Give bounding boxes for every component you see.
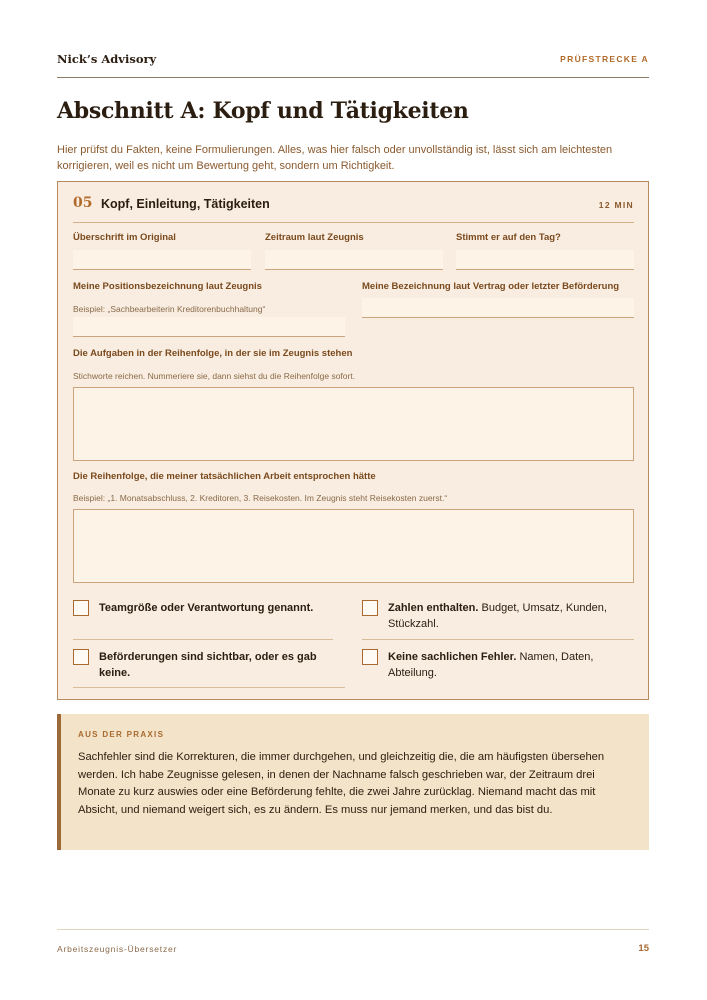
footer-title: Arbeitszeugnis-Übersetzer xyxy=(57,944,178,954)
position-certificate-hint: Beispiel: „Sachbearbeiterin Kreditorenbuchhaltung“ xyxy=(73,304,266,314)
exact-day-field[interactable] xyxy=(456,250,634,270)
tasks-order-textarea[interactable] xyxy=(73,387,634,461)
tasks-order-label: Die Aufgaben in der Reihenfolge, in der sie im Zeugnis stehen xyxy=(73,348,353,359)
brand-name: Nick’s Advisory xyxy=(57,52,157,66)
heading-original-field[interactable] xyxy=(73,250,251,270)
checklist-divider xyxy=(73,687,345,688)
position-contract-label: Meine Bezeichnung laut Vertrag oder letzter Beförderung xyxy=(362,281,620,292)
checklist-text: Teamgröße oder Verantwortung genannt. xyxy=(99,602,314,614)
tasks-order-hint: Stichworte reichen. Nummeriere sie, dann siehst du die Reihenfolge sofort. xyxy=(73,371,356,381)
page xyxy=(57,0,649,1000)
checklist-item xyxy=(73,649,333,689)
checklist-divider xyxy=(73,639,333,640)
checkbox[interactable] xyxy=(73,649,89,665)
position-certificate-field[interactable] xyxy=(73,317,345,337)
intro-text: Hier prüfst du Fakten, keine Formulierungen. Alles, was hier falsch oder unvollständig ist, lässt sich am leichtesten korrigieren, weil es nicht um Bewertung geht, sondern um Richtigkeit. xyxy=(57,144,613,172)
position-certificate-label: Meine Positionsbezeichnung laut Zeugnis xyxy=(73,281,262,292)
worksheet-card xyxy=(57,181,649,700)
page-number: 15 xyxy=(638,943,649,954)
page-footer xyxy=(57,929,649,959)
heading-original-label: Überschrift im Original xyxy=(73,232,176,243)
checklist-text: Zahlen enthalten. Budget, Umsatz, Kunden, Stückzahl. xyxy=(388,602,607,630)
page-title: Abschnitt A: Kopf und Tätigkeiten xyxy=(57,98,469,124)
checklist-text: Keine sachlichen Fehler. Namen, Daten, Abteilung. xyxy=(388,651,594,679)
checklist-item xyxy=(73,600,333,640)
card-number: 05 xyxy=(73,195,93,211)
card-time: 12 MIN xyxy=(598,200,634,210)
checkbox[interactable] xyxy=(362,649,378,665)
real-order-hint: Beispiel: „1. Monatsabschluss, 2. Kreditoren, 3. Reisekosten. Im Zeugnis steht Reisekosten zuerst.“ xyxy=(73,493,448,503)
note-tag: AUS DER PRAXIS xyxy=(78,730,165,739)
real-order-textarea[interactable] xyxy=(73,509,634,583)
note-body: Sachfehler sind die Korrekturen, die immer durchgehen, und gleichzeitig die, die am häufigsten übersehen werden. Ich habe Zeugnisse gelesen, in denen der Nachname falsch geschrieben war, der Zeitraum drei Monate zu kurz auswies oder eine Beförderung fehlte, die zwei Jahre zurücklag. Niemand macht das mit Absicht, und niemand weigert sich, es zu ändern. Es muss nur jemand merken, und das bist du. xyxy=(78,751,605,816)
card-header xyxy=(73,195,634,223)
checkbox[interactable] xyxy=(362,600,378,616)
checklist-text: Beförderungen sind sichtbar, oder es gab keine. xyxy=(99,651,317,679)
period-field[interactable] xyxy=(265,250,443,270)
exact-day-label: Stimmt er auf den Tag? xyxy=(456,232,561,243)
period-label: Zeitraum laut Zeugnis xyxy=(265,232,364,243)
checklist-item xyxy=(362,600,622,640)
section-tag: PRÜFSTRECKE A xyxy=(560,54,649,64)
top-bar xyxy=(57,52,649,78)
position-contract-field[interactable] xyxy=(362,298,634,318)
checkbox[interactable] xyxy=(73,600,89,616)
practice-note xyxy=(57,714,649,850)
checklist-divider xyxy=(362,639,634,640)
checklist-item xyxy=(362,649,622,689)
card-title: Kopf, Einleitung, Tätigkeiten xyxy=(101,197,270,211)
real-order-label: Die Reihenfolge, die meiner tatsächlichen Arbeit entsprochen hätte xyxy=(73,471,376,482)
